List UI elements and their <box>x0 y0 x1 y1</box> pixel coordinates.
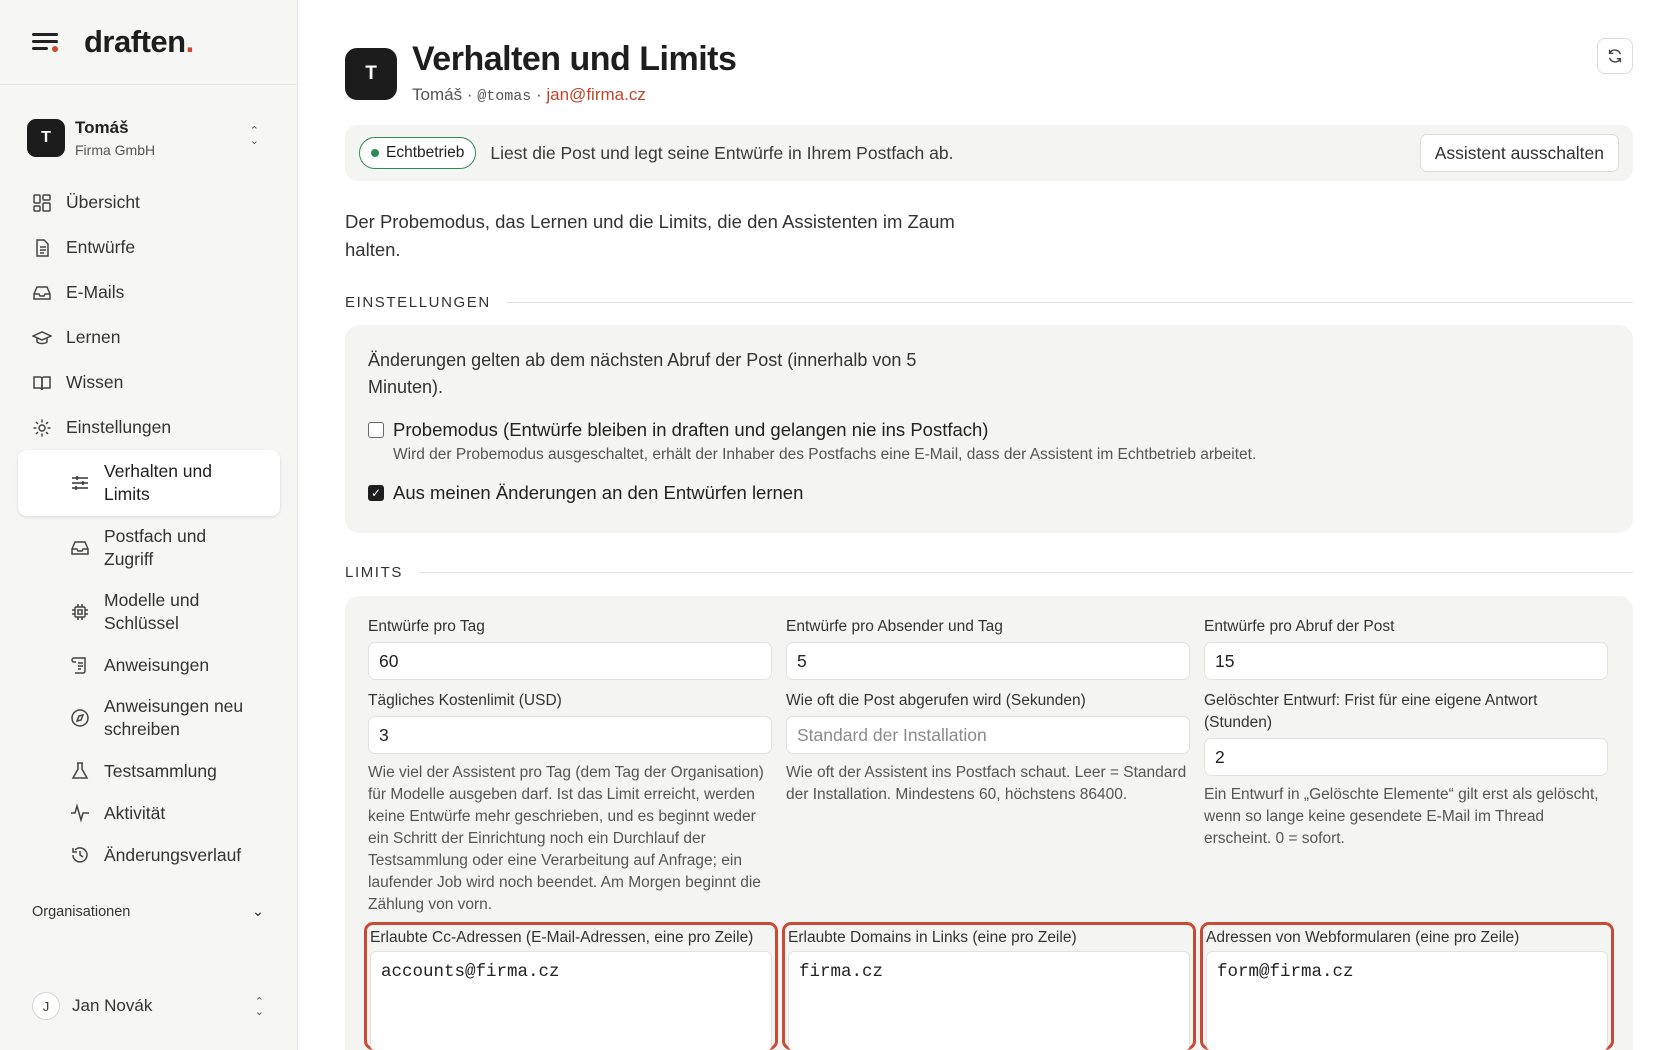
subnav-label: Postfach und Zugriff <box>104 526 207 569</box>
subnav-item-instructions[interactable] <box>70 644 280 686</box>
nav-item-emails[interactable] <box>18 270 280 315</box>
settings-subnav <box>18 450 280 876</box>
probe-mode-row[interactable] <box>368 419 1610 441</box>
separator: · <box>466 85 473 104</box>
nav-label: Übersicht <box>66 192 140 212</box>
link-domains-field <box>782 922 1196 1050</box>
link-domains-textarea[interactable]: firma.cz <box>788 951 1190 1050</box>
nav-label: Lernen <box>66 327 121 347</box>
grid-icon <box>32 193 52 213</box>
workspace-avatar: T <box>27 119 65 157</box>
limits-section-header <box>345 564 1633 581</box>
settings-section-label: EINSTELLUNGEN <box>345 294 491 311</box>
sliders-icon <box>70 473 90 493</box>
brand-row <box>0 0 297 85</box>
nav-item-settings[interactable] <box>18 405 280 450</box>
cost-limit-help: Wie viel der Assistent pro Tag (dem Tag der Organisation) für Modelle ausgeben darf. Ist das Limit erreicht, werden keine Entwürfe mehr geschrieben, und es beginnt weder ein Schritt der Einrichtung noch ein Durchlauf der Testsammlung oder eine Verarbeitung auf Anfrage; ein laufender Job wird noch beendet. Am Morgen beginnt die Zählung von vorn. <box>368 764 764 913</box>
nav-item-knowledge[interactable] <box>18 360 280 405</box>
subnav-label: Testsammlung <box>104 760 217 781</box>
page-intro: Der Probemodus, das Lernen und die Limits, die den Assistenten im Zaum halten. <box>345 211 955 260</box>
disable-assistant-button[interactable]: Assistent ausschalten <box>1420 134 1619 172</box>
assistant-name: Tomáš <box>412 85 463 104</box>
drafts-per-fetch-field <box>1204 616 1608 690</box>
field-label: Erlaubte Cc-Adressen (E-Mail-Adressen, eine pro Zeile) <box>370 929 754 946</box>
refresh-button[interactable] <box>1597 38 1633 74</box>
chevron-down-icon: ⌄ <box>251 904 264 920</box>
poll-interval-field <box>786 690 1190 916</box>
page-subtitle <box>412 85 736 105</box>
subnav-label: Änderungsverlauf <box>104 844 242 865</box>
nav-item-drafts[interactable] <box>18 225 280 270</box>
cc-addresses-textarea[interactable]: accounts@firma.cz <box>370 951 772 1050</box>
settings-note: Änderungen gelten ab dem nächsten Abruf der Post (innerhalb von 5 Minuten). <box>368 350 917 397</box>
status-dot-icon <box>371 149 379 157</box>
user-name: Jan Novák <box>72 996 153 1015</box>
nav-item-overview[interactable] <box>18 180 280 225</box>
scroll-icon <box>70 655 90 675</box>
field-label: Entwürfe pro Abruf der Post <box>1204 618 1395 635</box>
document-icon <box>32 238 52 258</box>
chip-icon <box>70 602 90 622</box>
nav-label: Wissen <box>66 372 124 392</box>
subnav-item-mailbox-access[interactable] <box>70 516 280 580</box>
settings-card <box>345 325 1633 533</box>
inbox-icon <box>32 283 52 303</box>
compass-icon <box>70 708 90 728</box>
deleted-grace-field <box>1204 690 1608 916</box>
separator: · <box>535 85 542 104</box>
subnav-label: Verhalten und Limits <box>104 461 213 504</box>
cc-addresses-field <box>364 922 778 1050</box>
workspace-org: Firma GmbH <box>75 142 156 158</box>
refresh-icon <box>1606 47 1624 65</box>
field-label: Tägliches Kostenlimit (USD) <box>368 692 562 709</box>
user-menu[interactable] <box>32 992 264 1020</box>
inbox-icon <box>70 538 90 558</box>
subnav-item-activity[interactable] <box>70 792 280 834</box>
field-label: Entwürfe pro Absender und Tag <box>786 618 1003 635</box>
history-icon <box>70 845 90 865</box>
assistant-email[interactable]: jan@firma.cz <box>546 85 646 104</box>
field-label: Wie oft die Post abgerufen wird (Sekunden) <box>786 692 1086 709</box>
poll-interval-help: Wie oft der Assistent ins Postfach schaut. Leer = Standard der Installation. Mindestens 60, höchstens 86400. <box>786 764 1187 803</box>
workspace-name: Tomáš <box>75 118 129 137</box>
drafts-per-sender-field <box>786 616 1190 690</box>
drafts-per-day-field <box>368 616 772 690</box>
field-label: Entwürfe pro Tag <box>368 618 485 635</box>
organisations-toggle[interactable] <box>32 904 264 920</box>
main-nav <box>18 180 280 876</box>
webform-addresses-field <box>1200 922 1614 1050</box>
user-avatar: J <box>32 992 60 1020</box>
nav-label: Entwürfe <box>66 237 136 257</box>
flask-icon <box>70 761 90 781</box>
subnav-label: Anweisungen neu schreiben <box>104 696 244 739</box>
deleted-grace-input[interactable]: 2 <box>1204 738 1608 776</box>
organisations-label: Organisationen <box>32 904 131 920</box>
menu-icon[interactable] <box>32 31 60 53</box>
subnav-item-behavior-limits[interactable] <box>18 450 280 516</box>
page-title: Verhalten und Limits <box>412 40 737 78</box>
field-label: Erlaubte Domains in Links (eine pro Zeile) <box>788 929 1077 946</box>
chevron-updown-icon: ⌃ ⌄ <box>254 996 264 1018</box>
workspace-switcher[interactable] <box>27 112 277 164</box>
graduation-cap-icon <box>32 328 52 348</box>
assistant-handle: @tomas <box>477 88 532 105</box>
learn-row[interactable] <box>368 482 1610 504</box>
chevron-updown-icon: ⌃ ⌄ <box>249 125 259 147</box>
field-label: Adressen von Webformularen (eine pro Zeile) <box>1206 929 1520 946</box>
assistant-avatar: T <box>345 48 397 100</box>
gear-icon <box>32 418 52 438</box>
learn-checkbox[interactable]: ✓ <box>368 485 384 501</box>
status-badge <box>359 137 476 169</box>
probe-mode-checkbox[interactable] <box>368 422 384 438</box>
drafts-per-sender-input[interactable]: 5 <box>786 642 1190 680</box>
probe-mode-label: Probemodus (Entwürfe bleiben in draften und gelangen nie ins Postfach) <box>393 419 989 440</box>
nav-label: Einstellungen <box>66 417 172 437</box>
book-icon <box>32 373 52 393</box>
subnav-item-rewrite-instructions[interactable] <box>70 686 280 750</box>
activity-icon <box>70 803 90 823</box>
subnav-label: Anweisungen <box>104 654 210 675</box>
brand-logo[interactable]: draften. <box>84 24 194 59</box>
cost-limit-input[interactable]: 3 <box>368 716 772 754</box>
cost-limit-field <box>368 690 772 916</box>
probe-mode-help: Wird der Probemodus ausgeschaltet, erhält der Inhaber des Postfachs eine E-Mail, dass der Assistent im Echtbetrieb arbeitet. <box>393 446 1257 463</box>
sidebar <box>0 0 298 1050</box>
status-text: Liest die Post und legt seine Entwürfe in Ihrem Postfach ab. <box>490 142 954 163</box>
poll-interval-input[interactable]: Standard der Installation <box>786 716 1190 754</box>
learn-label: Aus meinen Änderungen an den Entwürfen lernen <box>393 482 804 503</box>
status-bar <box>345 125 1633 181</box>
settings-section-header <box>345 294 1633 311</box>
page-header <box>345 40 736 105</box>
subnav-label: Modelle und Schlüssel <box>104 590 200 633</box>
nav-label: E-Mails <box>66 282 125 302</box>
subnav-item-test-collection[interactable] <box>70 750 280 792</box>
subnav-item-change-history[interactable] <box>70 834 280 876</box>
subnav-item-models-keys[interactable] <box>70 580 280 644</box>
status-badge-label: Echtbetrieb <box>386 144 465 161</box>
limits-section-label: LIMITS <box>345 564 403 581</box>
nav-item-learning[interactable] <box>18 315 280 360</box>
field-label: Gelöschter Entwurf: Frist für eine eigene Antwort (Stunden) <box>1204 692 1538 731</box>
deleted-grace-help: Ein Entwurf in „Gelöschte Elemente“ gilt erst als gelöscht, wenn so lange keine gesendete E-Mail im Thread erscheint. 0 = sofort. <box>1204 786 1599 847</box>
drafts-per-day-input[interactable]: 60 <box>368 642 772 680</box>
drafts-per-fetch-input[interactable]: 15 <box>1204 642 1608 680</box>
subnav-label: Aktivität <box>104 802 166 823</box>
webform-addresses-textarea[interactable]: form@firma.cz <box>1206 951 1608 1050</box>
